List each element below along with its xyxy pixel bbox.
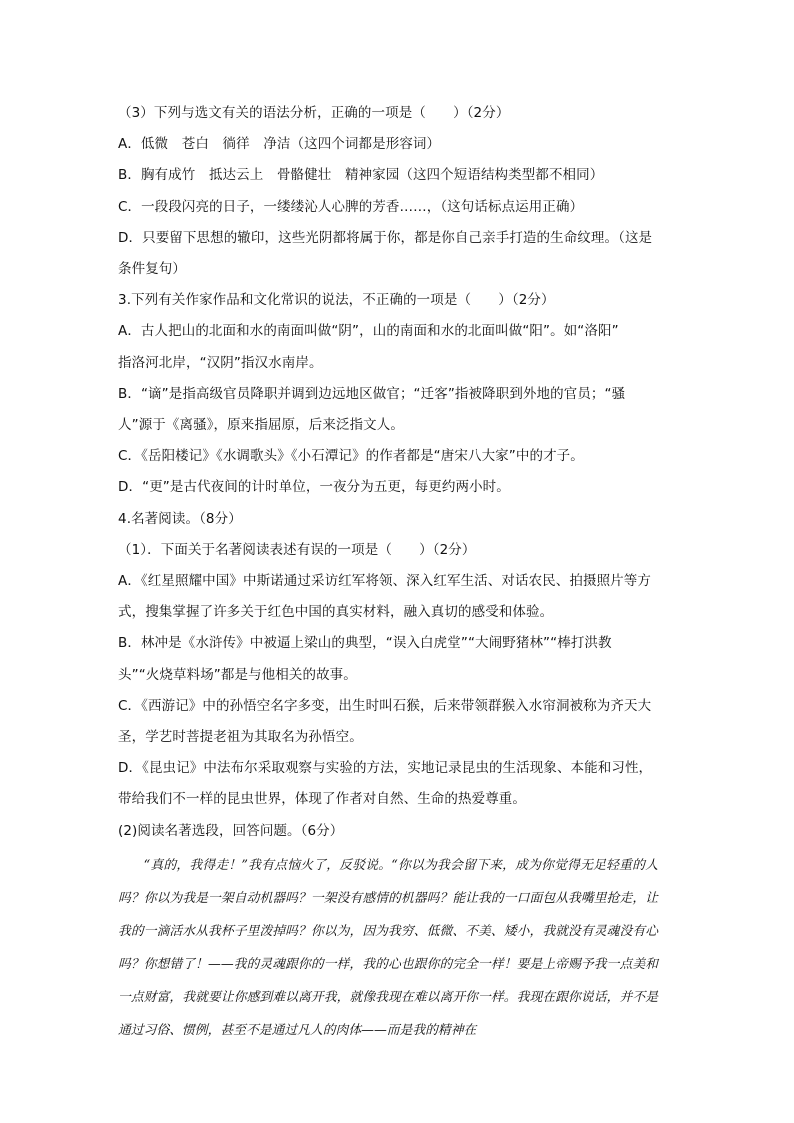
option-d-text: D．《昆虫记》中法布尔采取观察与实验的方法，实地记录昆虫的生活现象、本能和习性，: [118, 760, 653, 777]
option-a-text: A．《红星照耀中国》中斯诺通过采访红军将领、深入红军生活、对话农民、拍摄照片等方: [118, 573, 651, 590]
option-d-text-continued: 条件复句）: [118, 261, 186, 278]
option-b-text-continued: 头”“火烧草料场”都是与他相关的故事。: [118, 666, 357, 683]
option-d-text: D．只要留下思想的辙印，这些光阴都将属于你，都是你自己亲手打造的生命纹理。（这是: [118, 229, 653, 246]
option-b-text-continued: 人”源于《离骚》，原来指屈原，后来泛指文人。: [118, 417, 404, 434]
option-d-text-continued: 带给我们不一样的昆虫世界，体现了作者对自然、生命的热爱尊重。: [118, 791, 526, 808]
option-c-text: C．《岳阳楼记》《水调歌头》《小石潭记》的作者都是“唐宋八大家”中的才子。: [118, 448, 584, 465]
option-b-text: B．“谪”是指高级官员降职并调到边远地区做官；“迁客”指被降职到外地的官员；“骚: [118, 385, 626, 402]
question-content: [118, 98, 678, 1047]
option-c-text: C．一段段闪亮的日子，一缕缕沁人心脾的芳香……，（这句话标点运用正确）: [118, 198, 584, 215]
option-a-text-continued: 指洛河北岸，“汉阴”指汉水南岸。: [118, 354, 323, 371]
option-a-text: A．古人把山的北面和水的南面叫做“阴”，山的南面和水的北面叫做“阳”。如“洛阳”: [118, 323, 619, 340]
reading-excerpt: “真的，我得走！”我有点恼火了，反驳说。“你以为我会留下来，成为你觉得无足轻重的人吗？你以为我是一架自动机器吗？一架没有感情的机器吗？能让我的一口面包从我嘴里抢走，让我的一滴活水从我杯子里泼掉吗？你以为，因为我穷、低微、不美、矮小，我就没有灵魂没有心吗？你想错了！——我的灵魂跟你的一样，我的心也跟你的完全一样！要是上帝赐予我一点美和一点财富，我就要让你感到难以离开我，就像我现在难以离开你一样。我现在跟你说话，并不是通过习俗、惯例，甚至不是通过凡人的肉体——而是我的精神在: [118, 857, 658, 1038]
option-b-text: B．胸有成竹 抵达云上 骨骼健壮 精神家园（这四个短语结构类型都不相同）: [118, 167, 604, 184]
question-4-heading: 4.名著阅读。（8分）: [118, 510, 242, 527]
option-d-text: D．“更”是古代夜间的计时单位，一夜分为五更，每更约两小时。: [118, 479, 510, 496]
question-4-1-stem: （1）．下面关于名著阅读表述有误的一项是（ ）（2分）: [118, 541, 476, 558]
question-3-stem: 3.下列有关作家作品和文化常识的说法，不正确的一项是（ ）（2分）: [118, 292, 555, 309]
question-4-2-stem: (2)阅读名著选段，回答问题。（6分）: [118, 822, 344, 839]
question-3-3-stem: （3）下列与选文有关的语法分析，正确的一项是（ ）（2分）: [118, 105, 510, 121]
option-a-text-continued: 式，搜集掌握了许多关于红色中国的真实材料，融入真切的感受和体验。: [118, 604, 554, 621]
option-a-text: A．低微 苍白 徜徉 净洁（这四个词都是形容词）: [118, 136, 441, 153]
option-c-text: C．《西游记》中的孙悟空名字多变，出生时叫石猴，后来带领群猴入水帘洞被称为齐天大: [118, 697, 652, 714]
option-b-text: B．林冲是《水浒传》中被逼上梁山的典型，“误入白虎堂”“大闹野猪林”“棒打洪教: [118, 635, 612, 652]
option-c-text-continued: 圣，学艺时菩提老祖为其取名为孙悟空。: [118, 729, 363, 746]
